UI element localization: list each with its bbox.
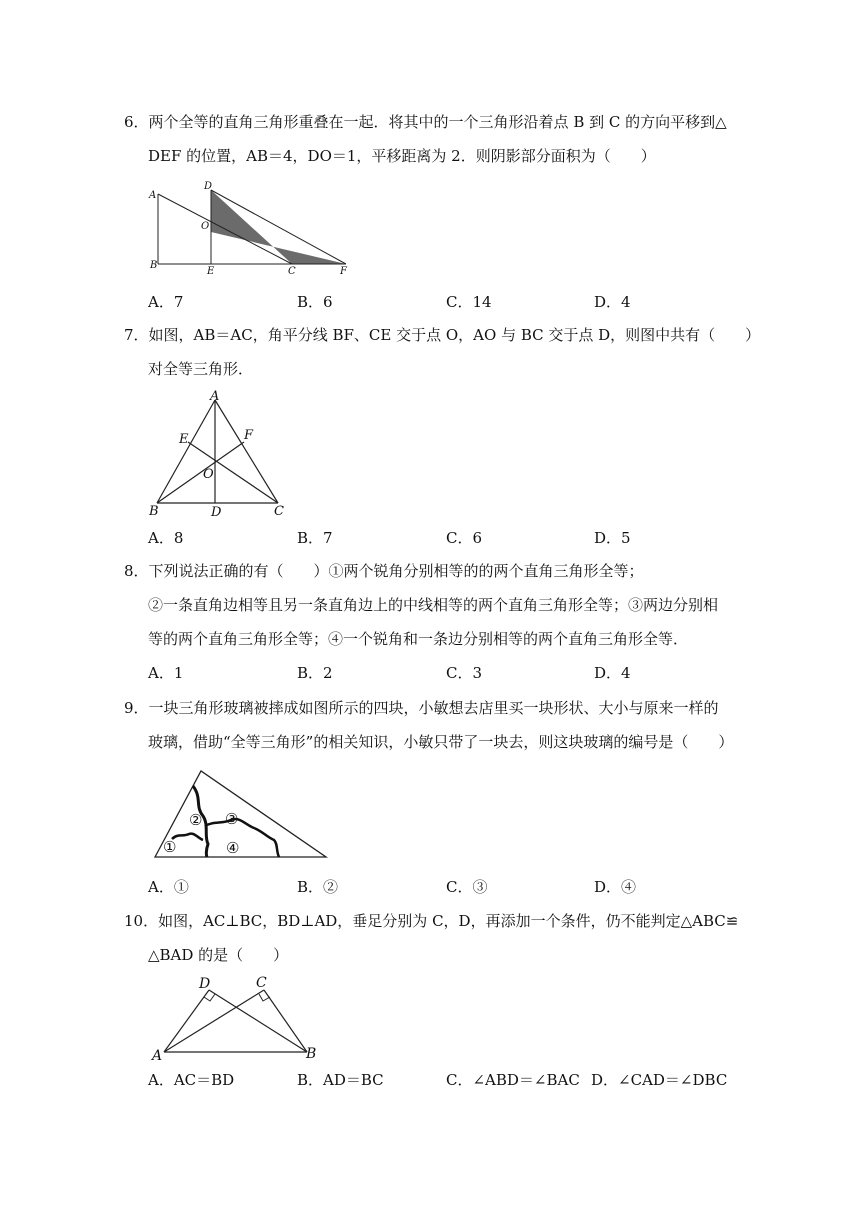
q7-label-B: B: [149, 504, 159, 518]
q6-option-b: B．6: [297, 293, 333, 311]
q8-option-d: D．4: [594, 664, 631, 682]
q10-label-C: C: [256, 975, 267, 991]
q10-option-d: D．∠CAD＝∠DBC: [591, 1071, 728, 1089]
q6-label-C: C: [288, 266, 296, 277]
q10-option-a: A．AC＝BD: [148, 1071, 235, 1089]
q7-figure: [145, 386, 295, 518]
q6-option-a: A．7: [148, 293, 184, 311]
q10-line2: △BAD 的是（ ）: [148, 946, 289, 964]
q9-option-d: D．④: [594, 878, 637, 896]
q9-line2: 玻璃，借助“全等三角形”的相关知识，小敏只带了一块去，则这块玻璃的编号是（ ）: [148, 733, 734, 751]
q6-label-F: F: [340, 266, 347, 277]
q6-label-D: D: [204, 181, 213, 192]
q7-label-D: D: [211, 505, 222, 518]
q7-option-d: D．5: [594, 529, 631, 547]
q9-figure: [148, 764, 333, 862]
q7-line2: 对全等三角形．: [148, 360, 254, 378]
q10-option-b: B．AD＝BC: [297, 1071, 384, 1089]
q6-label-O: O: [201, 221, 210, 232]
q10-label-B: B: [306, 1046, 317, 1062]
q9-option-a: A．①: [148, 878, 189, 896]
q7-label-F: F: [244, 428, 254, 443]
q8-option-b: B．2: [297, 664, 333, 682]
q10-figure: [146, 970, 328, 1062]
q9-piece-1: ①: [163, 838, 177, 856]
q7-line1: 7．如图，AB＝AC，角平分线 BF、CE 交于点 O，AO 与 BC 交于点 D，则图中共有（ ）: [124, 326, 761, 344]
q10-option-c: C．∠ABD＝∠BAC: [446, 1071, 580, 1089]
q8-line3: 等的两个直角三角形全等；④一个锐角和一条边分别相等的两个直角三角形全等．: [148, 630, 689, 648]
q8-option-a: A．1: [148, 664, 184, 682]
q7-label-C: C: [274, 504, 284, 518]
q6-line2: DEF 的位置，AB＝4，DO＝1，平移距离为 2．则阴影部分面积为（ ）: [148, 147, 656, 165]
q6-option-d: D．4: [594, 293, 631, 311]
q9-option-c: C．③: [446, 878, 488, 896]
q7-option-b: B．7: [297, 529, 333, 547]
q9-line1: 9．一块三角形玻璃被摔成如图所示的四块，小敏想去店里买一块形状、大小与原来一样的: [124, 699, 719, 717]
q10-line1: 10．如图，AC⊥BC，BD⊥AD，垂足分别为 C，D，再添加一个条件，仍不能判定△ABC≌: [124, 912, 739, 930]
q9-piece-4: ④: [226, 839, 240, 857]
q7-label-A: A: [210, 389, 220, 404]
q6-label-A: A: [149, 190, 157, 201]
q7-option-a: A．8: [148, 529, 184, 547]
q9-piece-3: ③: [225, 810, 239, 828]
q6-line1: 6．两个全等的直角三角形重叠在一起．将其中的一个三角形沿着点 B 到 C 的方向平移到△: [124, 113, 727, 131]
q8-line2: ②一条直角边相等且另一条直角边上的中线相等的两个直角三角形全等；③两边分别相: [148, 596, 719, 614]
q6-option-c: C．14: [446, 293, 492, 311]
q8-line1: 8．下列说法正确的有（ ）①两个锐角分别相等的的两个直角三角形全等；: [124, 562, 644, 580]
q10-label-A: A: [152, 1048, 163, 1062]
q7-label-O: O: [203, 467, 214, 482]
q10-label-D: D: [199, 976, 211, 992]
q7-label-E: E: [179, 432, 189, 447]
q9-option-b: B．②: [297, 878, 339, 896]
q7-option-c: C．6: [446, 529, 483, 547]
q8-option-c: C．3: [446, 664, 483, 682]
q6-figure: [140, 176, 370, 280]
q9-piece-2: ②: [189, 811, 203, 829]
q6-label-B: B: [150, 260, 158, 271]
q6-label-E: E: [207, 266, 215, 277]
